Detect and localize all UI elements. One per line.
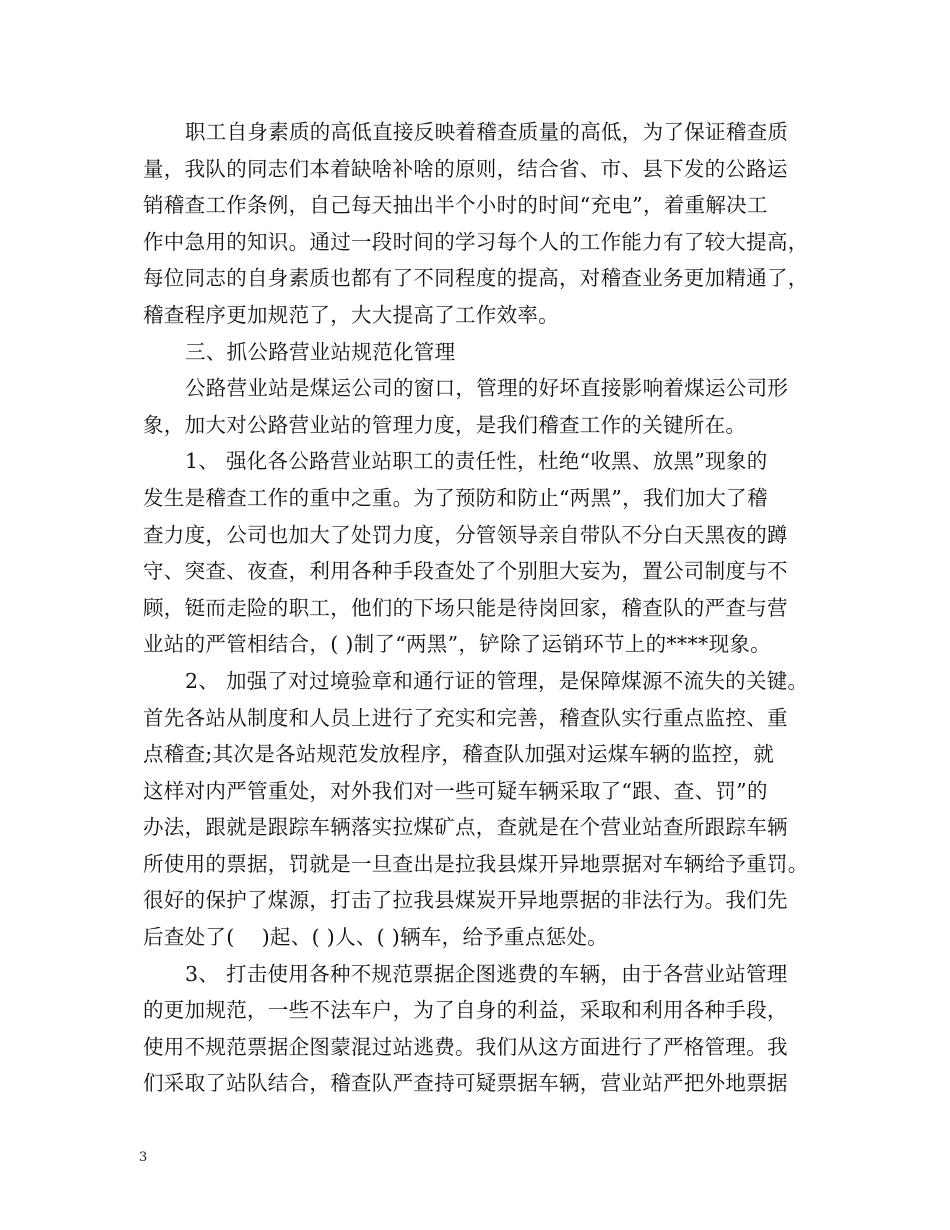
section-heading-3 — [143, 334, 819, 371]
text-line: 象，加大对公路营业站的管理力度，是我们稽查工作的关键所在。 — [143, 412, 747, 437]
text-line: 们采取了站队结合，稽查队严查持可疑票据车辆，营业站严把外地票据 — [143, 1071, 788, 1096]
paragraph-item-1 — [143, 443, 819, 663]
text-line: 后查处了( )起、( )人、( )辆车，给予重点惩处。 — [143, 925, 609, 950]
text-line: 顾，铤而走险的职工，他们的下场只能是待岗回家，稽查队的严查与营 — [143, 595, 788, 620]
text-line: 办法，跟就是跟踪车辆落实拉煤矿点，查就是在个营业站查所跟踪车辆 — [143, 815, 788, 840]
text-line: 查力度，公司也加大了处罚力度，分管领导亲自带队不分白天黑夜的蹲 — [143, 522, 788, 547]
paragraph-station-window — [143, 370, 819, 443]
text-line: 守、突查、夜查，利用各种手段查处了个别胆大妄为，置公司制度与不 — [143, 559, 788, 584]
text-line: 稽查程序更加规范了，大大提高了工作效率。 — [143, 302, 559, 327]
text-line: 很好的保护了煤源，打击了拉我县煤炭开异地票据的非法行为。我们先 — [143, 888, 788, 913]
text-line: 业站的严管相结合，( )制了“两黑”，铲除了运销环节上的****现象。 — [143, 632, 771, 657]
page-number: 3 — [139, 1150, 148, 1165]
text-line: 首先各站从制度和人员上进行了充实和完善，稽查队实行重点监控、重 — [143, 705, 788, 730]
paragraph-item-3 — [143, 956, 819, 1102]
text-line: 每位同志的自身素质也都有了不同程度的提高，对稽查业务更加精通了， — [143, 266, 809, 291]
text-line: 1、 强化各公路营业站职工的责任性，杜绝“收黑、放黑”现象的 — [185, 449, 768, 474]
document-body — [143, 114, 819, 1102]
text-line: 职工自身素质的高低直接反映着稽查质量的高低，为了保证稽查质 — [185, 120, 789, 144]
text-line: 公路营业站是煤运公司的窗口，管理的好坏直接影响着煤运公司形 — [185, 376, 789, 401]
text-line: 作中急用的知识。通过一段时间的学习每个人的工作能力有了较大提高， — [143, 229, 809, 254]
paragraph-staff-quality — [143, 114, 819, 334]
text-line: 2、 加强了对过境验章和通行证的管理，是保障煤源不流失的关键。 — [185, 668, 809, 693]
text-line: 发生是稽查工作的重中之重。为了预防和防止“两黑”，我们加大了稽 — [143, 485, 768, 510]
text-line: 点稽查;其次是各站规范发放程序，稽查队加强对运煤车辆的监控，就 — [143, 742, 775, 767]
paragraph-item-2 — [143, 663, 819, 956]
text-line: 的更加规范，一些不法车户，为了自身的利益，采取和利用各种手段， — [143, 998, 788, 1023]
text-line: 所使用的票据，罚就是一旦查出是拉我县煤开异地票据对车辆给予重罚。 — [143, 851, 809, 876]
text-line: 3、 打击使用各种不规范票据企图逃费的车辆，由于各营业站管理 — [185, 961, 788, 986]
heading-text: 三、抓公路营业站规范化管理 — [185, 339, 456, 364]
text-line: 这样对内严管重处，对外我们对一些可疑车辆采取了“跟、查、罚”的 — [143, 778, 768, 803]
text-line: 量，我队的同志们本着缺啥补啥的原则，结合省、市、县下发的公路运 — [143, 156, 788, 181]
text-line: 销稽查工作条例，自己每天抽出半个小时的时间“充电”，着重解决工 — [143, 193, 768, 218]
text-line: 使用不规范票据企图蒙混过站逃费。我们从这方面进行了严格管理。我 — [143, 1034, 788, 1059]
